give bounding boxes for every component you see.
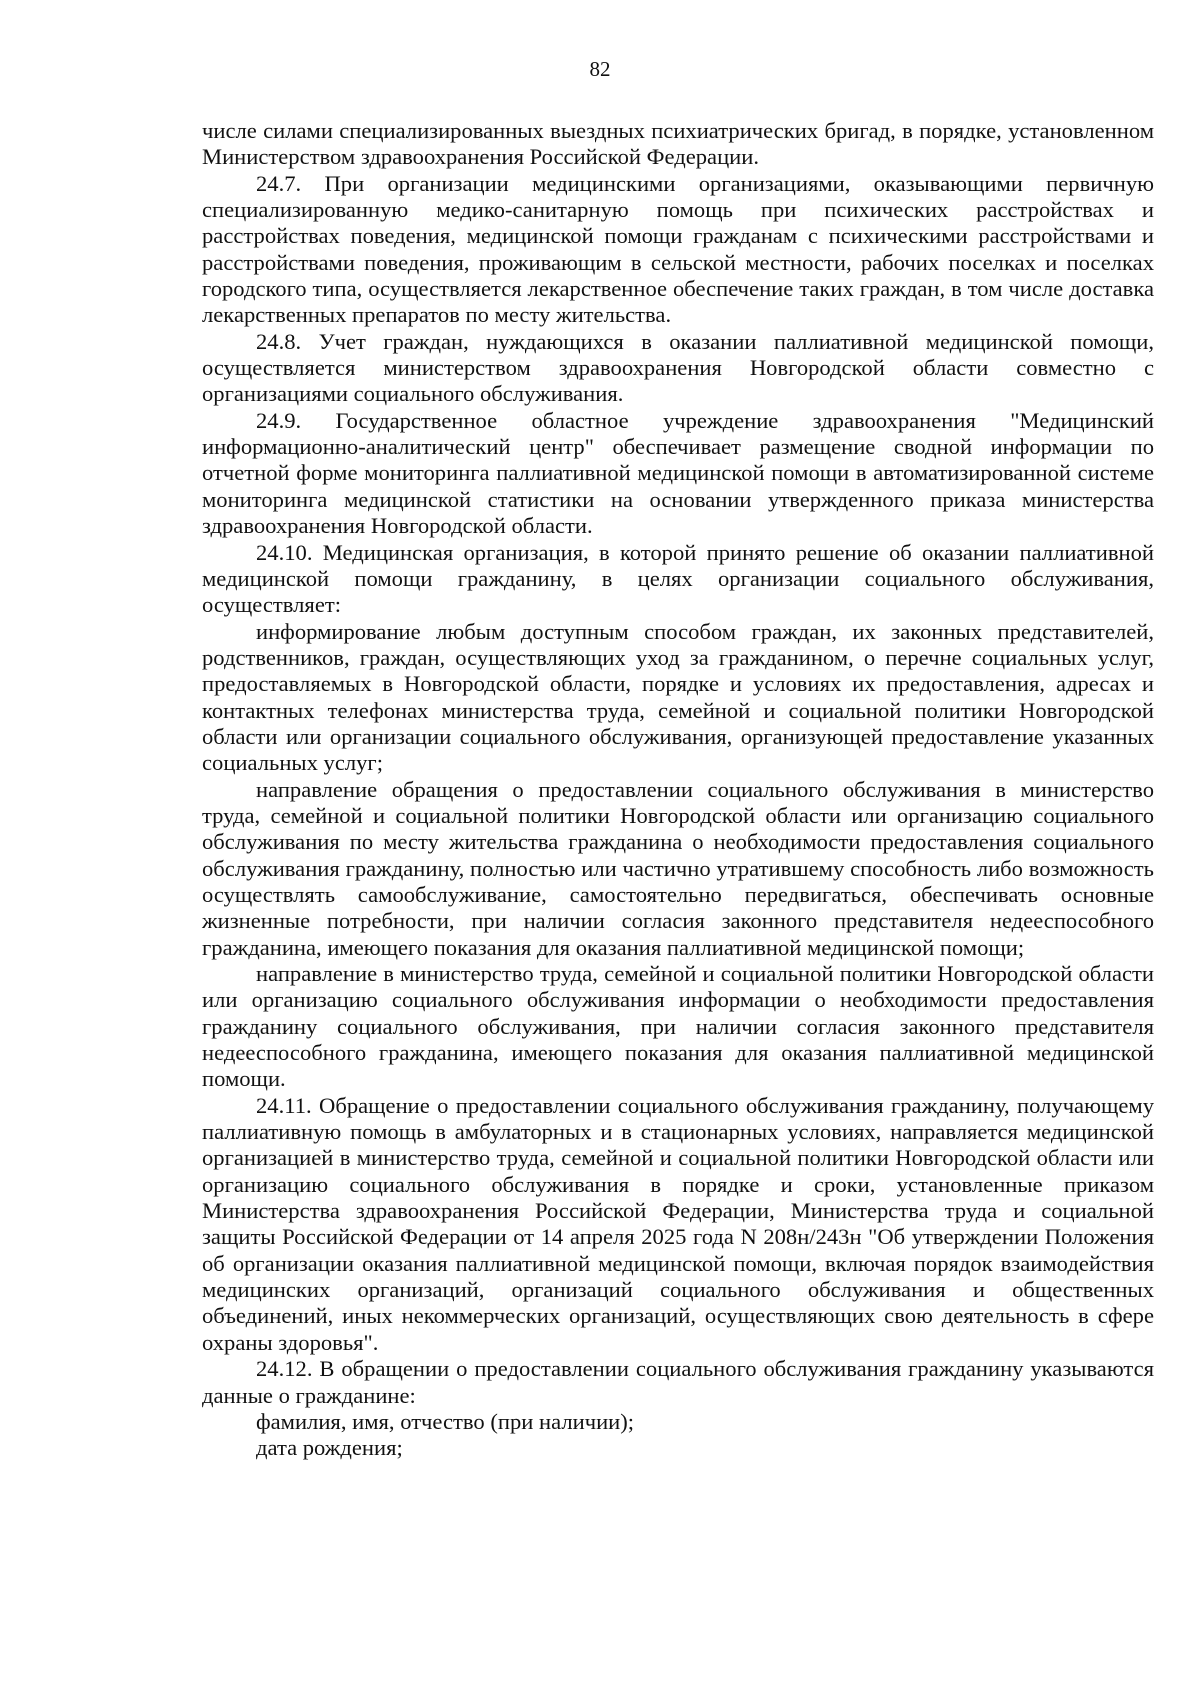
list-item-full-name: фамилия, имя, отчество (при наличии); xyxy=(256,1408,635,1434)
paragraph-24-11: 24.11. Обращение о предоставлении социального обслуживания гражданину, получающему паллиативную помощь в амбулаторных и в стационарных условиях, направляется медицинской организацией в министерство труда, семейной и социальной политики Новгородской области или организацию социального обслуживания в порядке и сроки, установленные приказом Министерства здравоохранения Российской Федерации, Министерства труда и социальной защиты Российской Федерации от 14 апреля 2025 года N 208н/243н "Об утверждении Положения об организации оказания паллиативной медицинской помощи, включая порядок взаимодействия медицинских организаций, организаций социального обслуживания и общественных объединений, иных некоммерческих организаций, осуществляющих свою деятельность в сфере охраны здоровья". xyxy=(202,1092,1154,1355)
paragraph-information-direction: направление в министерство труда, семейной и социальной политики Новгородской области или организацию социального обслуживания информации о необходимости предоставления гражданину социального обслуживания, при наличии согласия законного представителя недееспособного гражданина, имеющего показания для оказания паллиативной медицинской помощи. xyxy=(202,961,1154,1092)
list-item-birth-date: дата рождения; xyxy=(256,1435,403,1461)
paragraph-informing: информирование любым доступным способом граждан, их законных представителей, родственников, граждан, осуществляющих уход за гражданином, о перечне социальных услуг, предоставляемых в Новгородской области, порядке и условиях их предоставления, адресах и контактных телефонах министерства труда, семейной и социальной политики Новгородской области или организации социального обслуживания, организующей предоставление указанных социальных услуг; xyxy=(202,618,1154,776)
paragraph-24-9: 24.9. Государственное областное учреждение здравоохранения "Медицинский информационно-аналитический центр" обеспечивает размещение сводной информации по отчетной форме мониторинга паллиативной медицинской помощи в автоматизированной системе мониторинга медицинской статистики на основании утвержденного приказа министерства здравоохранения Новгородской области. xyxy=(202,407,1154,539)
paragraph-appeal-direction: направление обращения о предоставлении социального обслуживания в министерство труда, семейной и социальной политики Новгородской области или организацию социального обслуживания по месту жительства гражданина о необходимости предоставления социального обслуживания гражданину, полностью или частично утратившему способность либо возможность осуществлять самообслуживание, самостоятельно передвигаться, обеспечивать основные жизненные потребности, при наличии согласия законного представителя недееспособного гражданина, имеющего показания для оказания паллиативной медицинской помощи; xyxy=(202,776,1154,960)
paragraph-24-7: 24.7. При организации медицинскими организациями, оказывающими первичную специализированную медико-санитарную помощь при психических расстройствах и расстройствах поведения, медицинской помощи гражданам с психическими расстройствами и расстройствами поведения, проживающим в сельской местности, рабочих поселках и поселках городского типа, осуществляется лекарственное обеспечение таких граждан, в том числе доставка лекарственных препаратов по месту жительства. xyxy=(202,170,1154,328)
document-body xyxy=(202,118,1154,1462)
paragraph-24-10: 24.10. Медицинская организация, в которой принято решение об оказании паллиативной медицинской помощи гражданину, в целях организации социального обслуживания, осуществляет: xyxy=(202,539,1154,618)
paragraph-24-8: 24.8. Учет граждан, нуждающихся в оказании паллиативной медицинской помощи, осуществляется министерством здравоохранения Новгородской области совместно с организациями социального обслуживания. xyxy=(202,328,1154,407)
paragraph-24-12: 24.12. В обращении о предоставлении социального обслуживания гражданину указываются данные о гражданине: xyxy=(202,1356,1154,1408)
page-number: 82 xyxy=(589,57,611,81)
paragraph-continuation: числе силами специализированных выездных психиатрических бригад, в порядке, установленном Министерством здравоохранения Российской Федерации. xyxy=(202,118,1154,170)
